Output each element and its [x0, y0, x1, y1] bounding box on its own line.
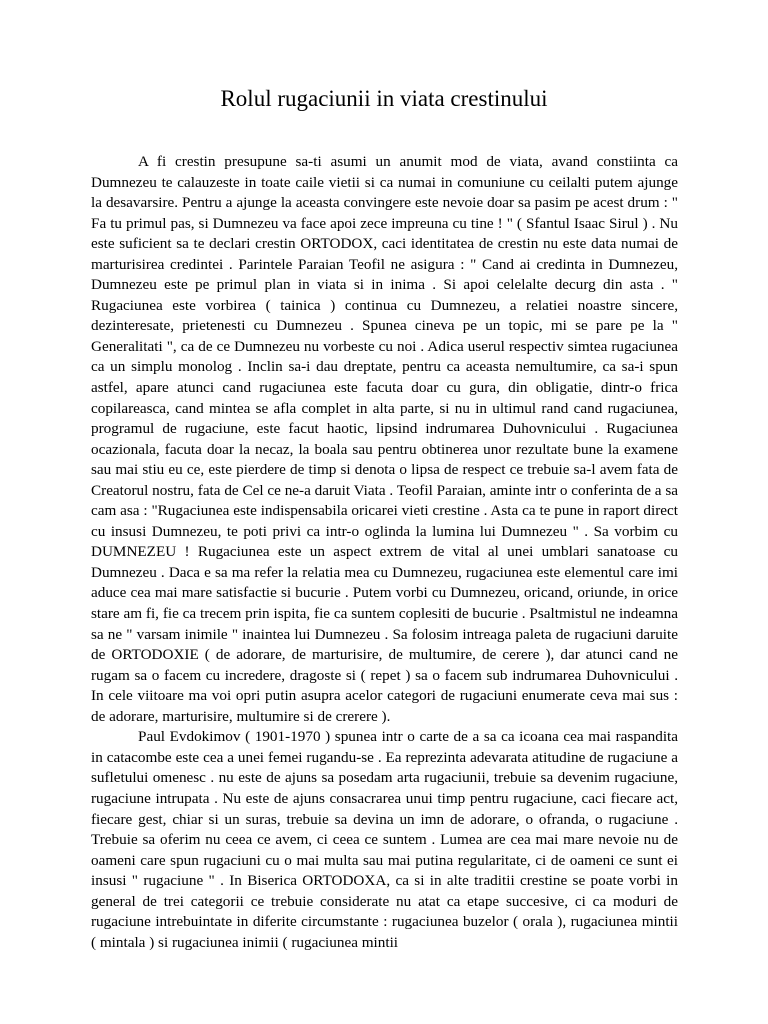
document-body — [91, 152, 678, 953]
document-title: Rolul rugaciunii in viata crestinului — [220, 86, 548, 111]
paragraph: A fi crestin presupune sa-ti asumi un anumit mod de viata, avand constiinta ca Dumnezeu te calauzeste in toate caile vietii si ca numai in comuniune cu ceilalti putem ajunge la desavarsire. Pentru a ajunge la aceasta convingere este nevoie doar sa pasim pe acest drum : " Fa tu primul pas, si Dumnezeu va face apoi zece impreuna cu tine ! " ( Sfantul Isaac Sirul ) . Nu este suficient sa te declari crestin ORTODOX, caci identitatea de crestin nu este data numai de marturisirea credintei . Parintele Paraian Teofil ne asigura : " Cand ai credinta in Dumnezeu, Dumnezeu este pe primul plan in viata si in inima . Si apoi celelalte decurg din asta . " Rugaciunea este vorbirea ( tainica ) continua cu Dumnezeu, a relatiei noastre sincere, dezinteresate, prietenesti cu Dumnezeu . Spunea cineva pe un topic, mi se pare pe la " Generalitati ", ca de ce Dumnezeu nu vorbeste cu noi . Adica userul respectiv simtea rugaciunea ca un simplu monolog . Inclin sa-i dau dreptate, pentru ca aceasta nemultumire, ca sa-i spun astfel, apare atunci cand rugaciunea este facuta doar cu gura, din obligatie, dintr-o frica copilareasca, cand mintea se afla complet in alta parte, si nu in ultimul rand cand rugaciunea, programul de rugaciune, este facut haotic, lipsind indrumarea Duhovnicului . Rugaciunea ocazionala, facuta doar la necaz, la boala sau pentru obtinerea unor rezultate bune la examene sau mai stiu eu ce, este pierdere de timp si denota o lipsa de respect ce trebuie sa-l avem fata de Creatorul nostru, fata de Cel ce ne-a daruit Viata . Teofil Paraian, aminte intr o conferinta de a sa cam asa : "Rugaciunea este indispensabila oricarei vieti crestine . Asta ca te pune in raport direct cu insusi Dumnezeu, te poti privi ca intr-o oglinda la lumina lui Dumnezeu " . Sa vorbim cu DUMNEZEU ! Rugaciunea este un aspect extrem de vital al unei umblari sanatoase cu Dumnezeu . Daca e sa ma refer la relatia mea cu Dumnezeu, rugaciunea este elementul care imi aduce cea mai mare satisfactie si bucurie . Putem vorbi cu Dumnezeu, oricand, oriunde, in orice stare am fi, fie ca trecem prin ispita, fie ca suntem coplesiti de bucurie . Psaltmistul ne indeamna sa ne " varsam inimile " inaintea lui Dumnezeu . Sa folosim intreaga paleta de rugaciuni daruite de ORTODOXIE ( de adorare, de marturisire, de multumire, de cerere ), dar atunci cand ne rugam sa o facem cu incredere, dragoste si ( repet ) sa o facem sub indrumarea Duhovnicului . In cele viitoare ma voi opri putin asupra acelor categori de rugaciuni enumerate ceva mai sus : de adorare, marturisire, multumire si de crerere ). — [91, 153, 678, 725]
paragraph: Paul Evdokimov ( 1901-1970 ) spunea intr o carte de a sa ca icoana cea mai raspandita in catacombe este cea a unei femei rugandu-se . Ea reprezinta adevarata atitudine de rugaciune a sufletului omenesc . nu este de ajuns sa posedam arta rugaciunii, trebuie sa devenim rugaciune, rugaciune intrupata . Nu este de ajuns consacrarea unui timp pentru rugaciune, caci fiecare act, fiecare gest, chiar si un suras, trebuie sa devina un imn de adorare, o ofranda, o rugaciune . Trebuie sa oferim nu ceea ce avem, ci ceea ce suntem . Lumea are cea mai mare nevoie nu de oameni care spun rugaciuni cu o mai multa sau mai putina regularitate, ci de oameni ce sunt ei insusi " rugaciune " . In Biserica ORTODOXA, ca si in alte traditii crestine se poate vorbi in general de trei categorii ce trebuie considerate nu atat ca etape succesive, ci ca moduri de rugaciune intrebuintate in diferite circumstante : rugaciunea buzelor ( orala ), rugaciunea mintii ( mintala ) si rugaciunea inimii ( rugaciunea mintii — [91, 728, 678, 951]
